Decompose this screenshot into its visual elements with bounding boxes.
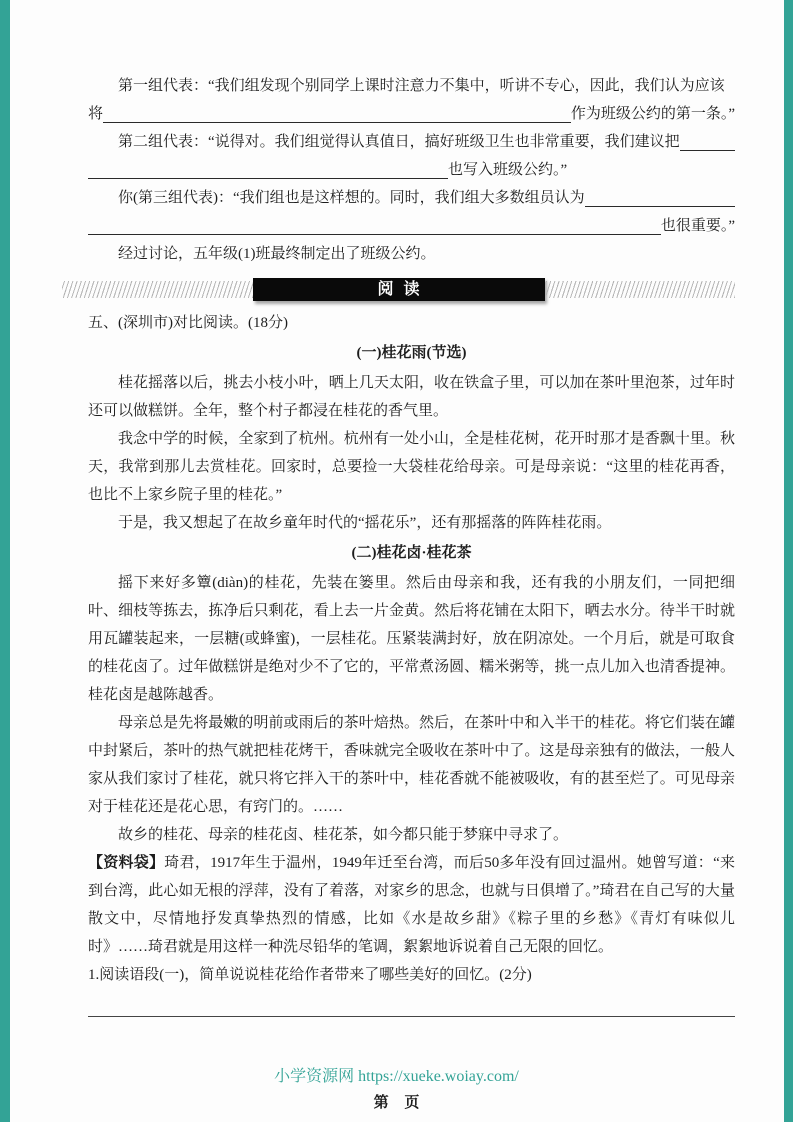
passage-paragraph: 桂花摇落以后，挑去小枝小叶，晒上几天太阳，收在铁盒子里，可以加在茶叶里泡茶，过年时还可以做糕饼。全年，整个村子都浸在桂花的香气里。 [88,375,735,419]
dialogue-line [88,100,735,128]
info-bag [88,849,735,961]
dialogue-line [88,240,735,268]
fill-in-blank [585,206,735,207]
fill-in-blank [88,178,448,179]
dialogue-text: 将 [88,106,104,122]
passage-paragraph: 摇下来好多簟(diàn)的桂花，先装在篓里。然后由母亲和我，还有我的小朋友们，一同把细叶、细枝等拣去，拣净后只剩花，看上去一片金黄。然后将花铺在太阳下，晒去水分。待半干时就用瓦罐装起来，一层糖(或蜂蜜)，一层桂花。压紧装满封好，放在阴凉处。一个月后，就是可取食的桂花卤了。过年做糕饼是绝对少不了它的，平常煮汤圆、糯米粥等，挑一点儿加入也清香提神。桂花卤是越陈越香。 [88,575,735,703]
banner-hatch-left [62,281,253,298]
dialogue-text: 第二组代表：“说得对。我们组觉得认真值日，搞好班级卫生也非常重要，我们建议把 [118,134,680,150]
info-bag-text: 琦君，1917年生于温州，1949年迁至台湾，而后50多年没有回过温州。她曾写道：“来到台湾，此心如无根的浮萍，没有了着落，对家乡的思念，也就与日俱增了。”琦君在自己写的大量散文中，尽情地抒发真挚热烈的情感，比如《水是故乡甜》《粽子里的乡愁》《青灯有味似儿时》……琦君就是用这样一种洗尽铅华的笔调，絮絮地诉说着自己无限的回忆。 [88,855,735,955]
passage-2-title: (二)桂花卤·桂花茶 [351,545,472,561]
passage-2 [88,539,735,849]
passage-1-title: (一)桂花雨(节选) [356,345,467,361]
question-1: 1.阅读语段(一)，简单说说桂花给作者带来了哪些美好的回忆。(2分) [88,967,532,983]
dialogue-line [88,212,735,240]
passage-paragraph: 我念中学的时候，全家到了杭州。杭州有一处小山，全是桂花树，花开时那才是香飘十里。秋天，我常到那儿去赏桂花。回家时，总要捡一大袋桂花给母亲。可是母亲说：“这里的桂花再香，也比不上家乡院子里的桂花。” [88,431,735,503]
footer-page-number: 第 页 [373,1095,420,1111]
dialogue-text: 也写入班级公约。” [448,162,568,178]
dialogue-text: 作为班级公约的第一条。” [570,106,735,122]
dialogue-text: 你(第三组代表)：“我们组也是这样想的。同时，我们组大多数组员认为 [118,190,585,206]
left-edge-band [0,0,10,1122]
info-bag-label: 【资料袋】 [88,855,165,871]
reading-banner-label: 阅读 [253,278,545,301]
dialogue-text: 经过讨论，五年级(1)班最终制定出了班级公约。 [118,246,436,262]
fill-in-blank [680,150,735,151]
answer-line [88,991,735,1017]
dialogue-line [88,184,735,212]
fill-in-blank [103,122,571,123]
page-footer [0,1063,793,1112]
reading-banner-row [62,278,735,301]
right-edge-band [784,0,793,1122]
passage-paragraph: 母亲总是先将最嫩的明前或雨后的茶叶焙热。然后，在茶叶中和入半干的桂花。将它们装在罐中封紧后，茶叶的热气就把桂花烤干，香味就完全吸收在茶叶中了。这是母亲独有的做法，一般人家从我们家讨了桂花，就只将它拌入干的茶叶中，桂花香就不能被吸收，有的甚至烂了。可见母亲对于桂花还是花心思，有窍门的。…… [88,715,735,815]
dialogue-text: 第一组代表：“我们组发现个别同学上课时注意力不集中，听讲不专心，因此，我们认为应该 [118,78,725,94]
banner-hatch-right [545,281,736,298]
dialogue-line [88,128,735,156]
footer-site-watermark: 小学资源网 https://xueke.woiay.com/ [274,1068,519,1085]
dialogue-text: 也很重要。” [660,218,735,234]
fill-in-blank [88,234,661,235]
section-heading: 五、(深圳市)对比阅读。(18分) [88,315,288,331]
passage-paragraph: 故乡的桂花、母亲的桂花卤、桂花茶，如今都只能于梦寐中寻求了。 [118,827,569,843]
dialogue-section [88,72,735,268]
passage-1 [88,339,735,537]
dialogue-line [88,156,735,184]
passage-paragraph: 于是，我又想起了在故乡童年时代的“摇花乐”，还有那摇落的阵阵桂花雨。 [118,515,612,531]
dialogue-line [88,72,735,100]
